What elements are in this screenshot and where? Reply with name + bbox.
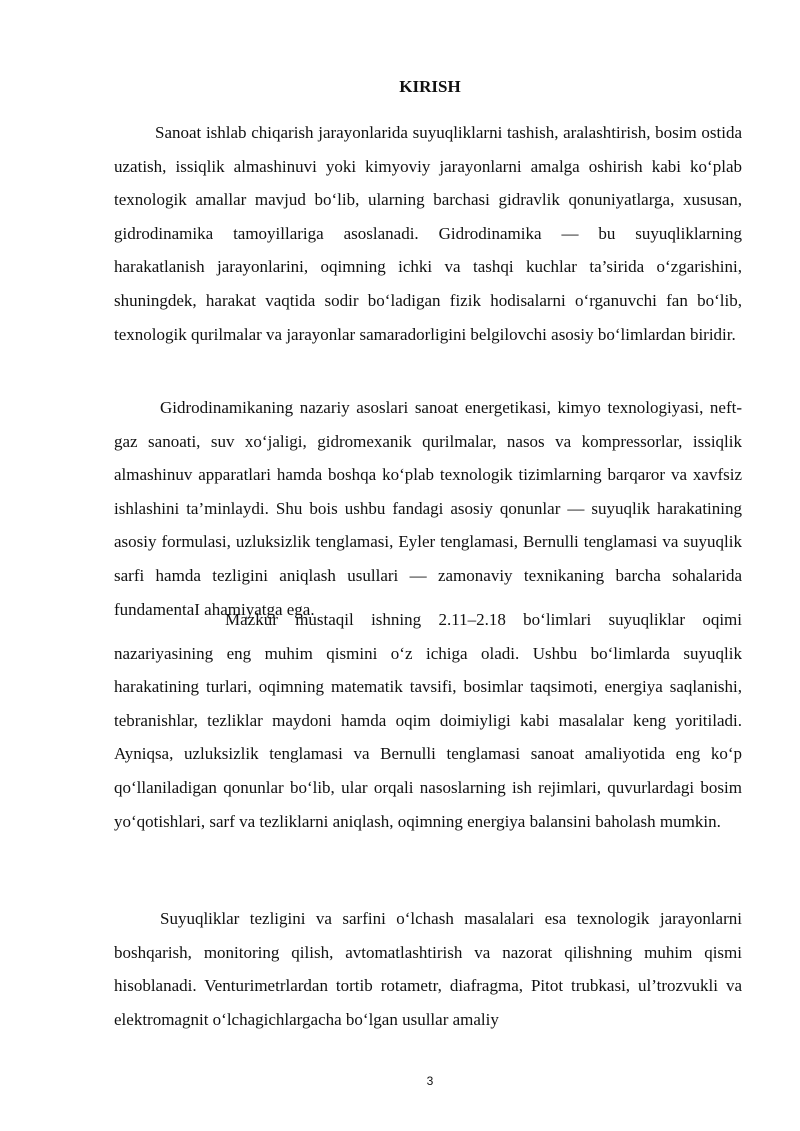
- paragraph-4: Suyuqliklar tezligini va sarfini o‘lchash masalalari esa texnologik jarayonlarni boshqarish, monitoring qilish, avtomatlashtirish va nazorat qilishning muhim qismi hisoblanadi. Venturimetrlardan tortib rotametr, diafragma, Pitot trubkasi, ul’trozvukli va elektromagnit o‘lchagichlargacha bo‘lgan usullar amaliy: [114, 909, 742, 1029]
- page-title: KIRISH: [399, 77, 461, 96]
- paragraph-2: Gidrodinamikaning nazariy asoslari sanoat energetikasi, kimyo texnologiyasi, neft-gaz sanoati, suv xo‘jaligi, gidromexanik qurilmalar, nasos va kompressorlar, issiqlik almashinuv apparatlari hamda boshqa ko‘plab texnologik tizimlarning barqaror va xavfsiz ishlashini ta’minlaydi. Shu bois ushbu fandagi asosiy qonunlar — suyuqlik harakatining asosiy formulasi, uzluksizlik tenglamasi, Eyler tenglamasi, Bernulli tenglamasi va suyuqlik sarfi hamda tezligini aniqlash usullari — zamonaviy texnikaning barcha sohalarida fundamentaI ahamiyatga ega.: [114, 398, 742, 619]
- paragraph-3: Mazkur mustaqil ishning 2.11–2.18 bo‘limlari suyuqliklar oqimi nazariyasining eng muhim qismini o‘z ichiga oladi. Ushbu bo‘limlarda suyuqlik harakatining turlari, oqimning matematik tavsifi, bosimlar taqsimoti, energiya saqlanishi, tebranishlar, tezliklar maydoni hamda oqim doimiyligi kabi masalalar keng yoritiladi. Ayniqsa, uzluksizlik tenglamasi va Bernulli tenglamasi sanoat amaliyotida eng ko‘p qo‘llaniladigan qonunlar bo‘lib, ular orqali nasoslarning ish rejimlari, quvurlardagi bosim yo‘qotishlari, sarf va tezliklarni aniqlash, oqimning energiya balansini baholash mumkin.: [114, 610, 742, 831]
- paragraph-1: Sanoat ishlab chiqarish jarayonlarida suyuqliklarni tashish, aralashtirish, bosim ostida uzatish, issiqlik almashinuvi yoki kimyoviy jarayonlarni amalga oshirish kabi ko‘plab texnologik amallar mavjud bo‘lib, ularning barchasi gidravlik qonuniyatlarga, xususan, gidrodinamika tamoyillariga asoslanadi. Gidrodinamika — bu suyuqliklarning harakatlanish jarayonlarini, oqimning ichki va tashqi kuchlar ta’sirida o‘zgarishini, shuningdek, harakat vaqtida sodir bo‘ladigan fizik hodisalarni o‘rganuvchi fan bo‘lib, texnologik qurilmalar va jarayonlar samaradorligini belgilovchi asosiy bo‘limlardan biridir.: [114, 123, 742, 344]
- page-number: 3: [426, 1074, 434, 1088]
